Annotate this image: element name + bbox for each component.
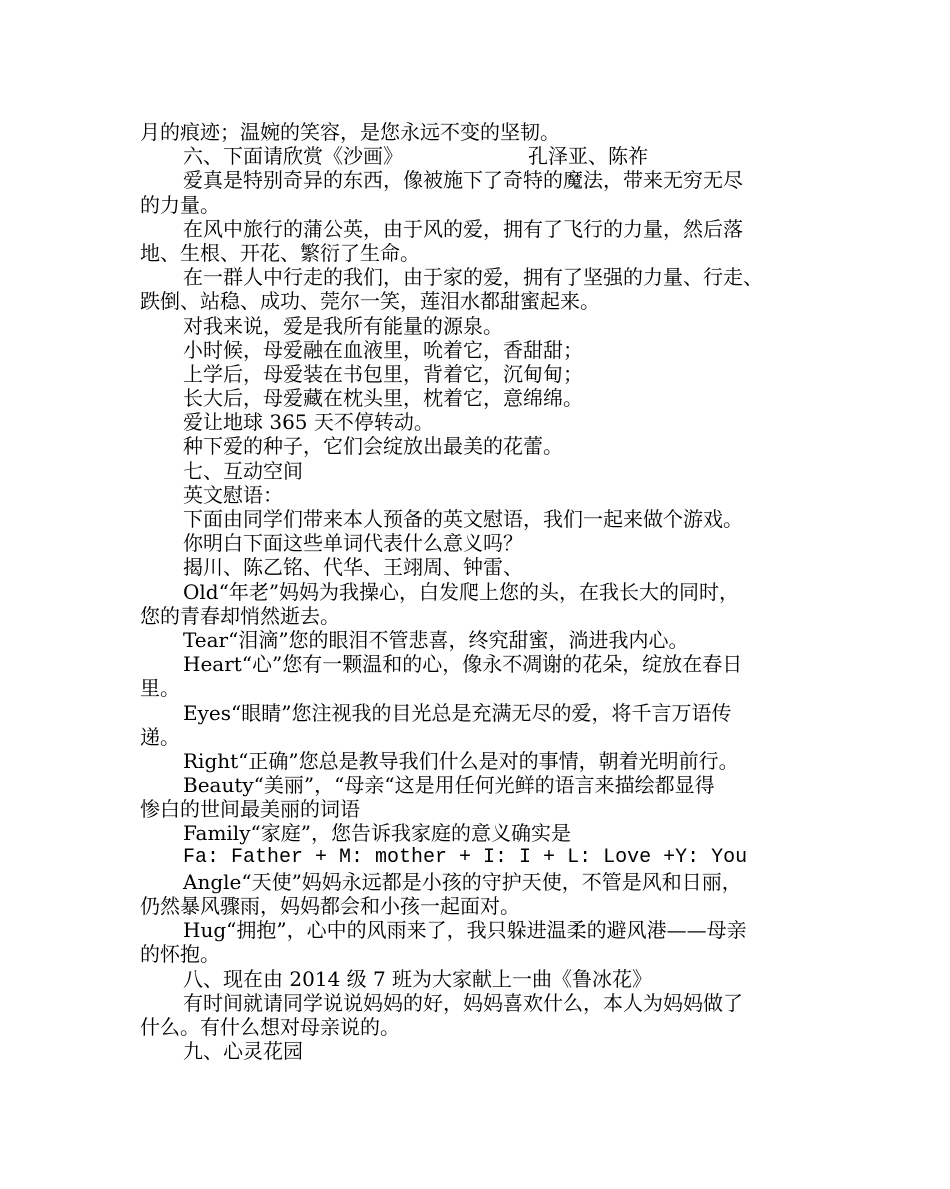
- document-line: 下面由同学们带来本人预备的英文慰语，我们一起来做个游戏。: [183, 507, 743, 531]
- section-title: 六、下面请欣赏《沙画》: [183, 144, 403, 169]
- section-heading-line: [140, 144, 820, 168]
- document-line: Fa: Father + M: mother + I: I + L: Love +Y: You: [183, 845, 748, 869]
- document-body: [140, 120, 820, 1063]
- document-line: 七、互动空间: [183, 458, 303, 483]
- document-line: Family“家庭”，您告诉我家庭的意义确实是: [183, 821, 571, 846]
- document-line: 上学后，母爱装在书包里，背着它，沉甸甸；: [183, 361, 583, 386]
- document-line: 爱真是特别奇异的东西，像被施下了奇特的魔法，带来无穷无尽: [183, 168, 743, 193]
- document-line: 揭川、陈乙铭、代华、王翊周、钟雷、: [183, 555, 523, 580]
- document-line: 里。: [140, 676, 180, 701]
- document-line: 八、现在由 2014 级 7 班为大家献上一曲《鲁冰花》: [183, 966, 653, 991]
- document-line: 在一群人中行走的我们，由于家的爱，拥有了坚强的力量、行走、: [183, 265, 763, 290]
- document-line: 惨白的世间最美丽的词语: [140, 797, 360, 822]
- document-line: 种下爱的种子，它们会绽放出最美的花蕾。: [183, 434, 563, 459]
- document-line: 地、生根、开花、繁衍了生命。: [140, 240, 420, 265]
- document-line: Right“正确”您总是教导我们什么是对的事情，朝着光明前行。: [183, 748, 739, 773]
- document-line: 长大后，母爱藏在枕头里，枕着它，意绵绵。: [183, 386, 583, 411]
- document-line: 什么。有什么想对母亲说的。: [140, 1014, 400, 1039]
- document-line: 递。: [140, 724, 180, 749]
- document-line: Hug“拥抱”，心中的风雨来了，我只躲进温柔的避风港——母亲: [183, 918, 747, 943]
- document-line: Tear“泪滴”您的眼泪不管悲喜，终究甜蜜，淌进我内心。: [183, 627, 689, 652]
- document-line: Old“年老”妈妈为我操心，白发爬上您的头，在我长大的同时，: [183, 579, 740, 604]
- document-line: 月的痕迹；温婉的笑容，是您永远不变的坚韧。: [140, 120, 560, 144]
- document-line: Beauty“美丽”，“母亲“这是用任何光鲜的语言来描绘都显得: [183, 773, 715, 798]
- document-line: 有时间就请同学说说妈妈的好，妈妈喜欢什么，本人为妈妈做了: [183, 990, 743, 1015]
- document-line: 九、心灵花园: [183, 1039, 303, 1064]
- document-line: 你明白下面这些单词代表什么意义吗？: [183, 531, 523, 556]
- document-line: Eyes“眼睛”您注视我的目光总是充满无尽的爱，将千言万语传: [183, 700, 732, 725]
- section-authors: 孔泽亚、陈祚: [528, 144, 648, 169]
- document-line: 您的青春却悄然逝去。: [140, 603, 340, 628]
- document-line: 的力量。: [140, 192, 220, 217]
- document-line: 小时候，母爱融在血液里，吮着它，香甜甜；: [183, 337, 583, 362]
- document-line: 仍然暴风骤雨，妈妈都会和小孩一起面对。: [140, 894, 520, 918]
- document-line: 跌倒、站稳、成功、莞尔一笑，莲泪水都甜蜜起来。: [140, 289, 600, 314]
- document-line: 对我来说，爱是我所有能量的源泉。: [183, 313, 503, 338]
- document-line: 在风中旅行的蒲公英，由于风的爱，拥有了飞行的力量，然后落: [183, 216, 743, 241]
- document-line: 爱让地球 365 天不停转动。: [183, 410, 434, 435]
- document-line: Heart“心”您有一颗温和的心，像永不凋谢的花朵，绽放在春日: [183, 652, 743, 677]
- document-line: Angle“天使”妈妈永远都是小孩的守护天使，不管是风和日丽，: [183, 869, 742, 894]
- document-line: 的怀抱。: [140, 942, 220, 967]
- document-line: 英文慰语：: [183, 482, 283, 507]
